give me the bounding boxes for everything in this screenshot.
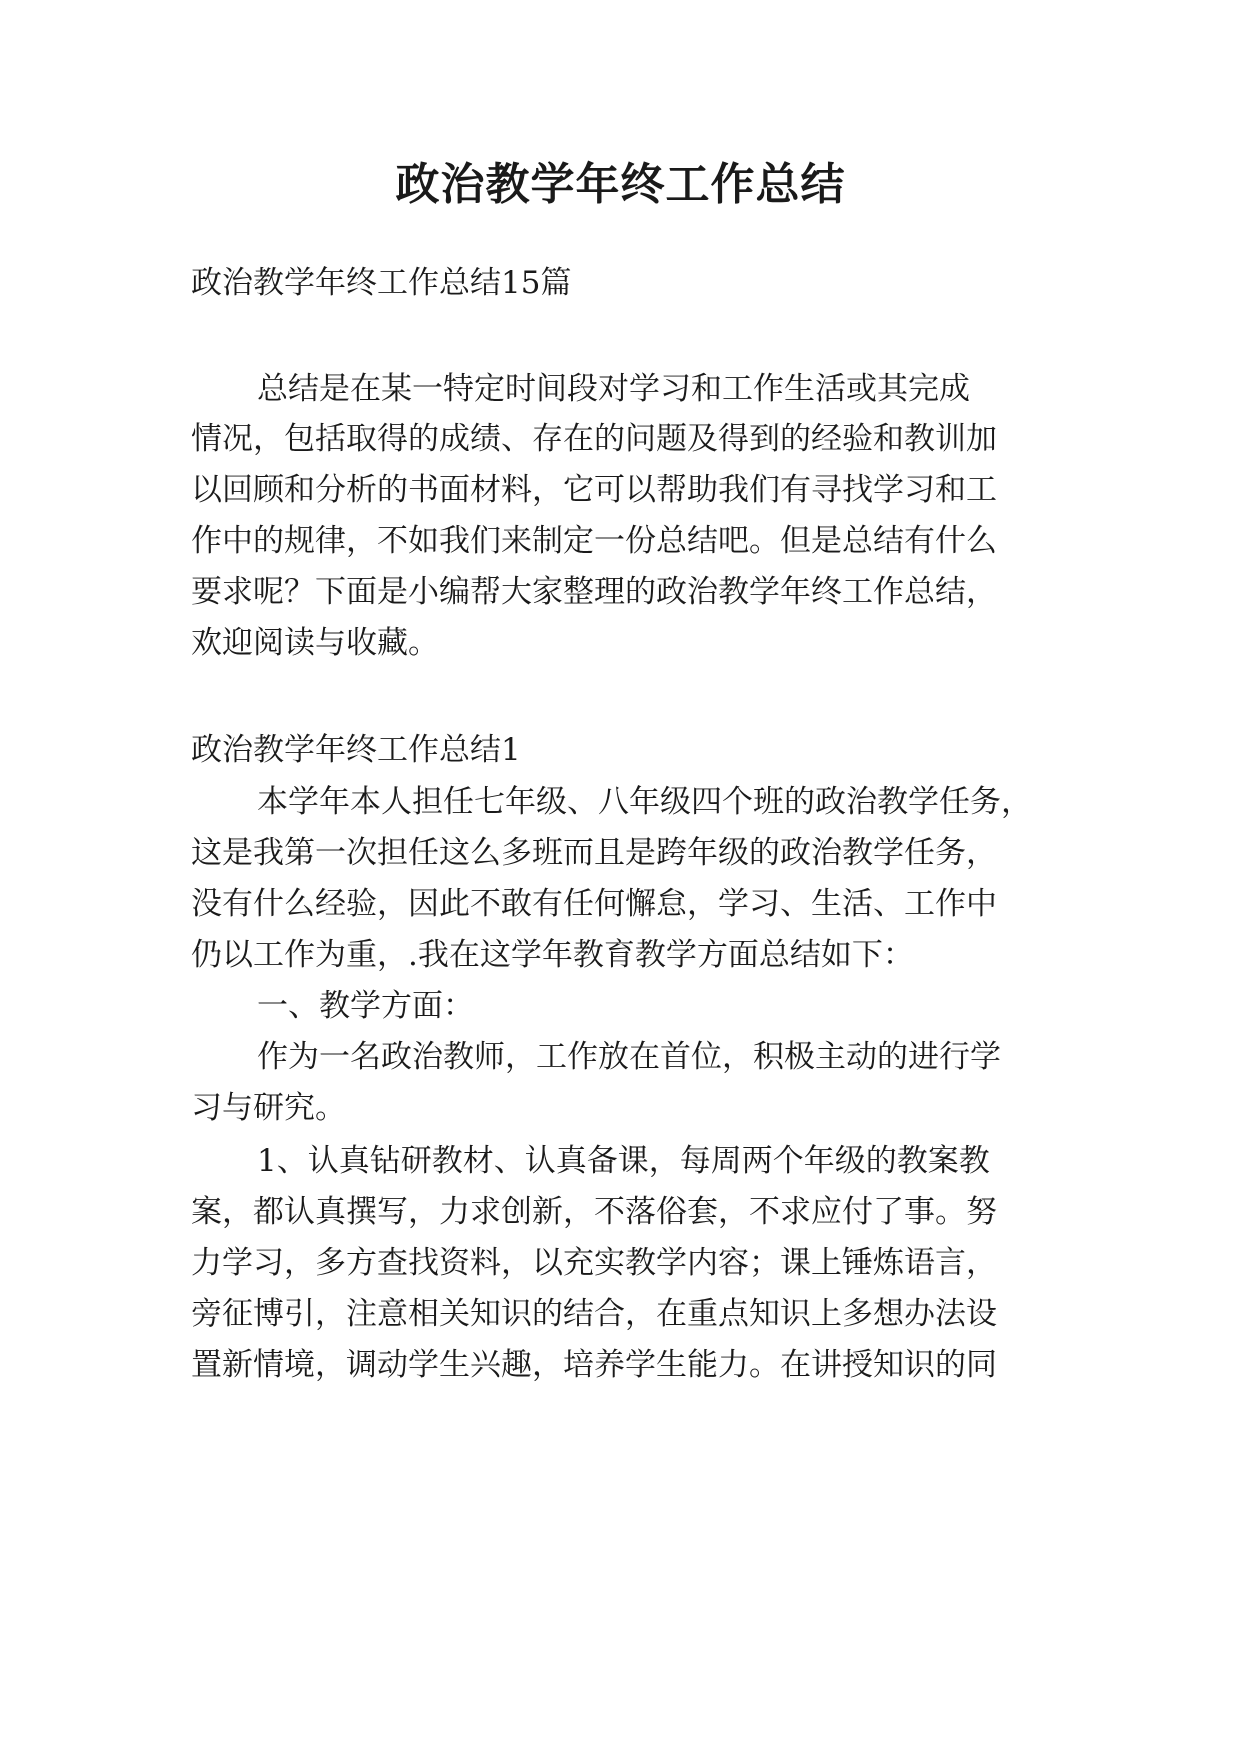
paragraph-line: 案，都认真撰写，力求创新，不落俗套，不求应付了事。努 <box>191 1194 997 1230</box>
paragraph-line: 这是我第一次担任这么多班而且是跨年级的政治教学任务， <box>191 835 997 871</box>
intro-line: 作中的规律，不如我们来制定一份总结吧。但是总结有什么 <box>191 523 997 559</box>
section-heading: 政治教学年终工作总结1 <box>191 732 521 768</box>
paragraph-line: 没有什么经验，因此不敢有任何懈怠，学习、生活、工作中 <box>191 886 997 922</box>
intro-line: 要求呢？下面是小编帮大家整理的政治教学年终工作总结， <box>191 574 997 610</box>
intro-line: 情况，包括取得的成绩、存在的问题及得到的经验和教训加 <box>191 421 997 457</box>
paragraph-line: 力学习，多方查找资料，以充实教学内容；课上锤炼语言， <box>191 1245 997 1281</box>
intro-line: 总结是在某一特定时间段对学习和工作生活或其完成 <box>257 371 970 407</box>
document-subtitle: 政治教学年终工作总结15篇 <box>191 265 572 301</box>
intro-line: 以回顾和分析的书面材料，它可以帮助我们有寻找学习和工 <box>191 472 997 508</box>
paragraph-line: 旁征博引，注意相关知识的结合，在重点知识上多想办法设 <box>191 1296 997 1332</box>
paragraph-line: 作为一名政治教师，工作放在首位，积极主动的进行学 <box>257 1039 1001 1075</box>
paragraph-line: 仍以工作为重，.我在这学年教育教学方面总结如下： <box>191 937 914 973</box>
document-title: 政治教学年终工作总结 <box>395 159 846 210</box>
paragraph-line: 置新情境，调动学生兴趣，培养学生能力。在讲授知识的同 <box>191 1347 997 1383</box>
paragraph-line: 本学年本人担任七年级、八年级四个班的政治教学任务， <box>257 784 1032 820</box>
subheading: 一、教学方面： <box>257 988 474 1024</box>
intro-line: 欢迎阅读与收藏。 <box>191 625 439 661</box>
paragraph-line: 1、认真钻研教材、认真备课，每周两个年级的教案教 <box>257 1143 990 1179</box>
paragraph-line: 习与研究。 <box>191 1090 346 1126</box>
